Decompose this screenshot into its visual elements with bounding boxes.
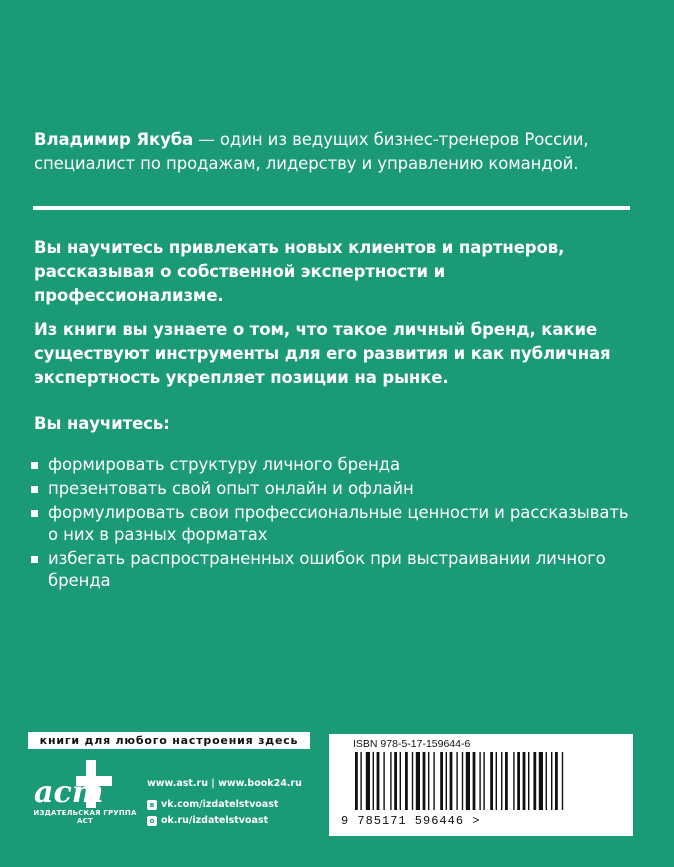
- barcode-bar: [360, 752, 361, 810]
- vk-link[interactable]: vk.com/izdatelstvoast: [161, 799, 279, 810]
- barcode-bar: [416, 752, 420, 810]
- summary-paragraph: Из книги вы узнаете о том, что такое личный бренд, какие существуют инструменты для его развития и как публичная экспертность укрепляет позиции на рынке.: [34, 320, 611, 387]
- intro-paragraph: Вы научитесь привлекать новых клиентов и партнеров, рассказывая о собственной экспертности и профессионализме.: [34, 238, 565, 305]
- barcode-bar: [383, 752, 384, 810]
- ok-link[interactable]: ok.ru/izdatelstvoast: [161, 815, 269, 826]
- barcode-bar: [555, 752, 558, 810]
- barcode-bar: [446, 752, 447, 810]
- author-name: Владимир Якуба: [34, 130, 194, 149]
- barcode-bar: [462, 752, 463, 810]
- barcode-bar: [373, 752, 374, 810]
- bullet-square-icon: [31, 486, 38, 493]
- barcode-bar: [377, 752, 380, 810]
- logo-text: аст: [34, 775, 104, 810]
- barcode-bar: [483, 752, 484, 810]
- barcode-bar: [400, 752, 401, 810]
- learn-list: [30, 454, 630, 594]
- isbn-label: ISBN 978-5-17-159644-6: [353, 738, 471, 750]
- bullet-square-icon: [31, 510, 38, 517]
- barcode-bar: [523, 752, 526, 810]
- barcode-bar: [490, 752, 493, 810]
- barcode-digits: 9 785171 596446 >: [341, 814, 481, 828]
- websites-row: [147, 776, 302, 792]
- vk-icon: в: [147, 800, 157, 810]
- barcode-bar: [473, 752, 476, 810]
- list-item: формулировать свои профессиональные ценности и рассказывать о них в разных форматах: [30, 502, 630, 546]
- ok-row: [147, 813, 302, 829]
- barcode-bar: [513, 752, 514, 810]
- barcode-bar: [394, 752, 397, 810]
- barcode-bar: [505, 752, 508, 810]
- author-description: — один из ведущих бизнес-тренеров России, специалист по продажам, лидерству и управлению командой.: [34, 130, 589, 173]
- barcode-bar: [423, 752, 426, 810]
- list-item: избегать распространенных ошибок при выстраивании личного бренда: [30, 548, 630, 592]
- list-item: формировать структуру личного бренда: [30, 454, 630, 476]
- barcode-bar: [355, 752, 358, 810]
- barcode-bar: [466, 752, 470, 810]
- barcode-bar: [412, 752, 413, 810]
- barcode-bar: [366, 752, 370, 810]
- tagline-banner: книги для любого настроения здесь: [28, 732, 310, 749]
- barcode-bar: [479, 752, 480, 810]
- list-item: презентовать свой опыт онлайн и офлайн: [30, 478, 630, 500]
- barcode-bar: [528, 752, 529, 810]
- barcode-bar: [551, 752, 552, 810]
- bullet-square-icon: [31, 556, 38, 563]
- barcode-bar: [539, 752, 543, 810]
- barcode-bar: [440, 752, 443, 810]
- publisher-caption: ИЗДАТЕЛЬСКАЯ ГРУППА АСТ: [33, 809, 137, 825]
- barcode-bar: [456, 752, 457, 810]
- barcode-bar: [405, 752, 408, 810]
- author-bio: [34, 128, 634, 176]
- barcode-bar: [546, 752, 547, 810]
- barcode-image: [329, 752, 633, 816]
- barcode-panel: [329, 734, 633, 836]
- barcode-bar: [562, 752, 563, 810]
- websites-link[interactable]: www.ast.ru | www.book24.ru: [147, 778, 302, 789]
- barcode-bar: [517, 752, 520, 810]
- barcode-bar: [390, 752, 391, 810]
- barcode-bar: [496, 752, 497, 810]
- vk-row: [147, 797, 302, 813]
- divider-line: [33, 206, 630, 210]
- barcode-bar: [501, 752, 502, 810]
- learn-heading: Вы научитесь:: [34, 414, 170, 433]
- publisher-links: [147, 776, 302, 829]
- barcode-bar: [428, 752, 429, 810]
- barcode-bar: [533, 752, 536, 810]
- ok-icon: о: [147, 816, 157, 826]
- barcode-bar: [433, 752, 434, 810]
- bullet-square-icon: [31, 462, 38, 469]
- barcode-bar: [450, 752, 453, 810]
